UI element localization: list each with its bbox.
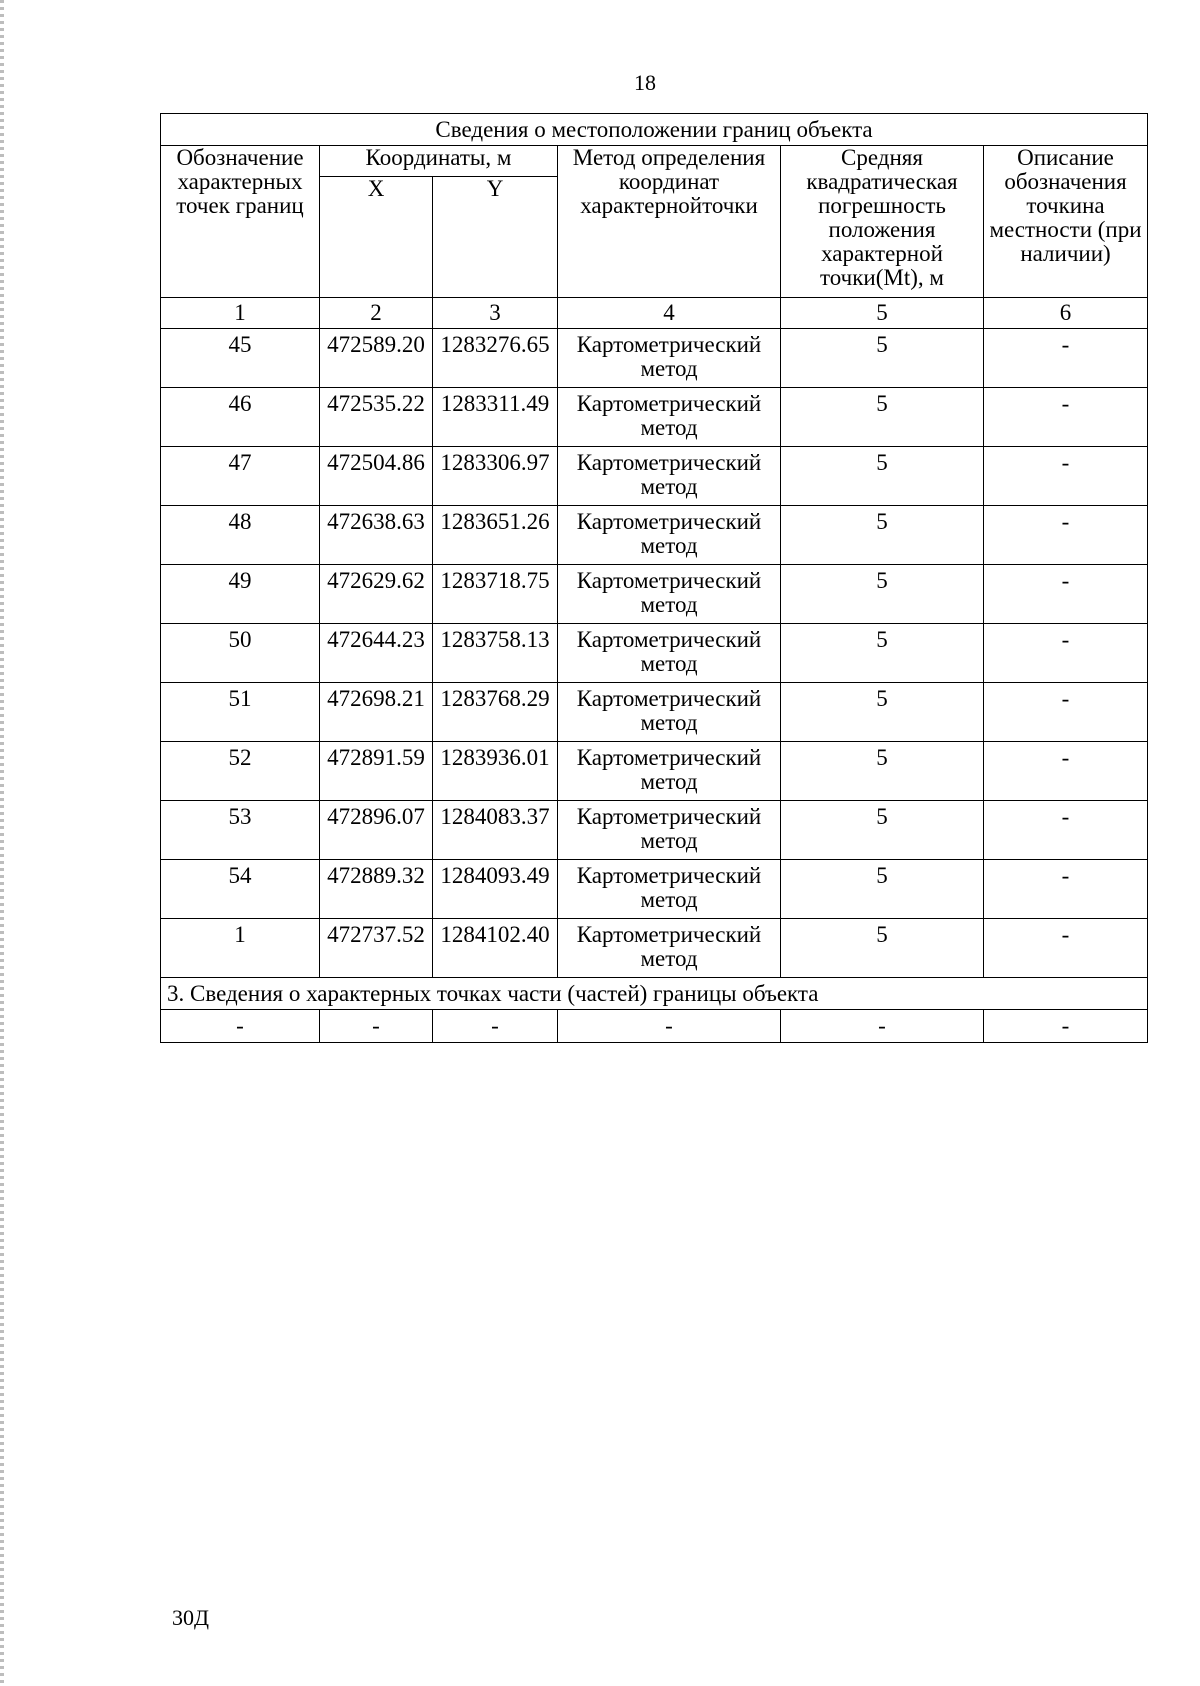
- point-number: 50: [161, 624, 320, 683]
- mean-error: 5: [781, 860, 984, 919]
- header-coordinates: Координаты, м: [320, 146, 558, 177]
- mean-error: 5: [781, 919, 984, 978]
- coord-y: 1283718.75: [433, 565, 558, 624]
- page-number: 18: [634, 70, 656, 95]
- point-number: 47: [161, 447, 320, 506]
- method: Картометрический метод: [558, 860, 781, 919]
- coord-y: 1284083.37: [433, 801, 558, 860]
- table-row: [161, 388, 1148, 447]
- coord-y: 1283758.13: [433, 624, 558, 683]
- coord-y: 1283936.01: [433, 742, 558, 801]
- coord-x: 472698.21: [320, 683, 433, 742]
- method: Картометрический метод: [558, 565, 781, 624]
- table-row: [161, 447, 1148, 506]
- table-row: [161, 624, 1148, 683]
- mean-error: 5: [781, 742, 984, 801]
- description: -: [984, 447, 1148, 506]
- point-number: 46: [161, 388, 320, 447]
- description: -: [984, 388, 1148, 447]
- point-number: 1: [161, 919, 320, 978]
- point-number: 54: [161, 860, 320, 919]
- method: Картометрический метод: [558, 919, 781, 978]
- description: -: [984, 624, 1148, 683]
- description: -: [984, 329, 1148, 388]
- scan-edge: [0, 0, 4, 1686]
- description: -: [984, 919, 1148, 978]
- column-index-5: 5: [781, 298, 984, 329]
- coord-x: 472737.52: [320, 919, 433, 978]
- point-number: 48: [161, 506, 320, 565]
- method: Картометрический метод: [558, 329, 781, 388]
- header-point-designation: Обозначение характерных точек границ: [161, 146, 320, 298]
- mean-error: 5: [781, 388, 984, 447]
- coord-y: 1284102.40: [433, 919, 558, 978]
- table-title: Сведения о местоположении границ объекта: [161, 114, 1148, 146]
- coord-y: 1283651.26: [433, 506, 558, 565]
- header-description: Описание обозначения точкина местности (при наличии): [984, 146, 1148, 298]
- method: Картометрический метод: [558, 388, 781, 447]
- method: Картометрический метод: [558, 447, 781, 506]
- table-row: [161, 683, 1148, 742]
- column-index-2: 2: [320, 298, 433, 329]
- method: Картометрический метод: [558, 742, 781, 801]
- boundary-table: [160, 113, 1148, 1043]
- method: Картометрический метод: [558, 801, 781, 860]
- mean-error: 5: [781, 506, 984, 565]
- coord-x: 472504.86: [320, 447, 433, 506]
- coord-y: 1283276.65: [433, 329, 558, 388]
- section-3-cell-1: -: [161, 1010, 320, 1043]
- section-3-cell-3: -: [433, 1010, 558, 1043]
- mean-error: 5: [781, 624, 984, 683]
- table-row: [161, 860, 1148, 919]
- table-row: [161, 742, 1148, 801]
- coord-x: 472589.20: [320, 329, 433, 388]
- table-row: [161, 329, 1148, 388]
- column-index-3: 3: [433, 298, 558, 329]
- section-3-cell-2: -: [320, 1010, 433, 1043]
- method: Картометрический метод: [558, 506, 781, 565]
- point-number: 49: [161, 565, 320, 624]
- description: -: [984, 565, 1148, 624]
- coord-y: 1283768.29: [433, 683, 558, 742]
- table-row: [161, 919, 1148, 978]
- coord-x: 472644.23: [320, 624, 433, 683]
- header-method: Метод определения координат характернойточки: [558, 146, 781, 298]
- table-row: [161, 1010, 1148, 1043]
- coord-y: 1283311.49: [433, 388, 558, 447]
- coord-y: 1284093.49: [433, 860, 558, 919]
- description: -: [984, 801, 1148, 860]
- table-row: [161, 565, 1148, 624]
- section-3-cell-5: -: [781, 1010, 984, 1043]
- coord-x: 472891.59: [320, 742, 433, 801]
- column-index-4: 4: [558, 298, 781, 329]
- column-index-6: 6: [984, 298, 1148, 329]
- header-x: X: [320, 177, 433, 298]
- mean-error: 5: [781, 447, 984, 506]
- mean-error: 5: [781, 565, 984, 624]
- description: -: [984, 742, 1148, 801]
- method: Картометрический метод: [558, 683, 781, 742]
- table-row: [161, 801, 1148, 860]
- coord-x: 472896.07: [320, 801, 433, 860]
- point-number: 51: [161, 683, 320, 742]
- coord-x: 472629.62: [320, 565, 433, 624]
- description: -: [984, 506, 1148, 565]
- header-y: Y: [433, 177, 558, 298]
- footer-code: 30Д: [172, 1605, 210, 1630]
- mean-error: 5: [781, 329, 984, 388]
- method: Картометрический метод: [558, 624, 781, 683]
- coord-x: 472638.63: [320, 506, 433, 565]
- coord-x: 472535.22: [320, 388, 433, 447]
- section-3-cell-6: -: [984, 1010, 1148, 1043]
- header-mean-error: Средняя квадратическая погрешность положения характерной точки(Mt), м: [781, 146, 984, 298]
- description: -: [984, 860, 1148, 919]
- table-row: [161, 506, 1148, 565]
- mean-error: 5: [781, 801, 984, 860]
- column-index-1: 1: [161, 298, 320, 329]
- mean-error: 5: [781, 683, 984, 742]
- point-number: 45: [161, 329, 320, 388]
- point-number: 53: [161, 801, 320, 860]
- section-3-cell-4: -: [558, 1010, 781, 1043]
- coord-x: 472889.32: [320, 860, 433, 919]
- coord-y: 1283306.97: [433, 447, 558, 506]
- description: -: [984, 683, 1148, 742]
- section-3-title: 3. Сведения о характерных точках части (частей) границы объекта: [161, 978, 1148, 1010]
- point-number: 52: [161, 742, 320, 801]
